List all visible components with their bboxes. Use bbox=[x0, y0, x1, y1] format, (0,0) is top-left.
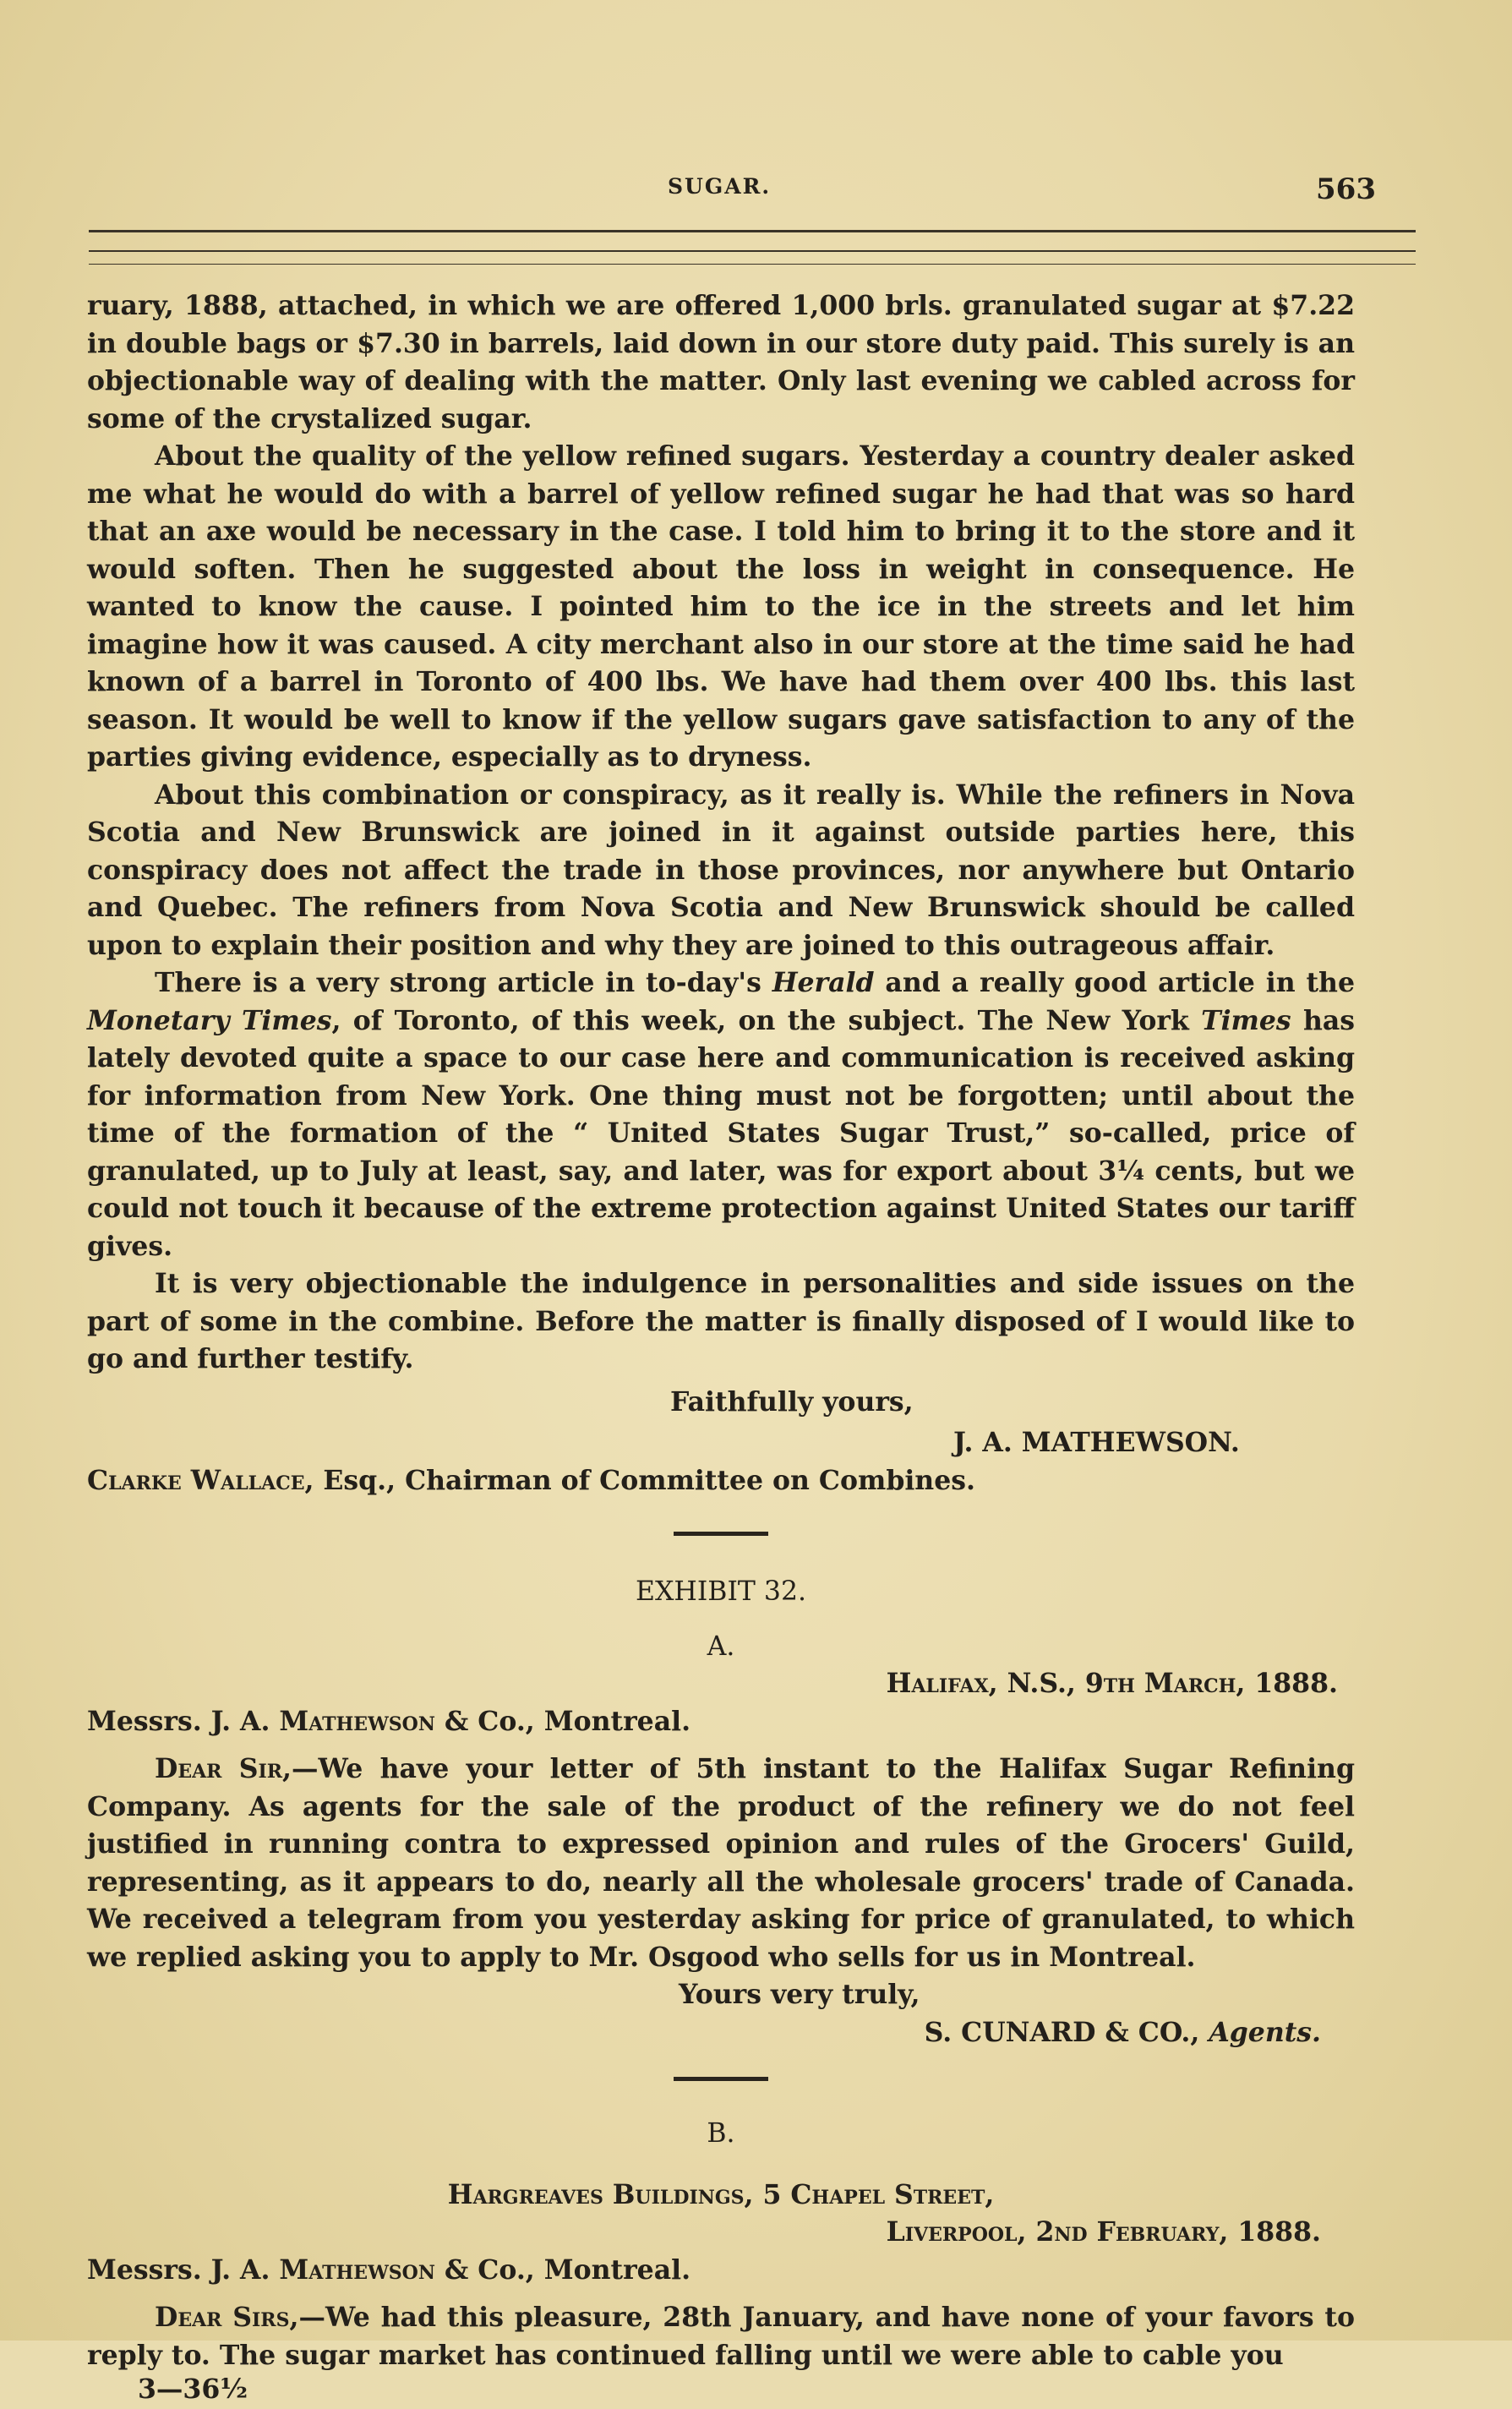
header-rule-top bbox=[89, 230, 1416, 232]
page-body bbox=[87, 287, 1355, 2409]
page-number: 563 bbox=[1316, 172, 1376, 206]
paragraph-1: ruary, 1888, attached, in which we are offered 1,000 brls. granulated sugar at $7.22 in double bags or $7.30 in barrels, laid down in our store duty paid. This surely is an objectionable way of dealing with the matter. Only last evening we cabled across for some of the crystalized sugar. bbox=[87, 290, 1355, 434]
exhibit-b-salute: Dear Sirs, bbox=[155, 2302, 299, 2333]
signature-mark: 3—36½ bbox=[138, 2373, 248, 2405]
paragraph-3: About this combination or conspiracy, as it really is. While the refiners in Nova Scotia and New Brunswick are joined in it against outside parties here, this conspiracy does not affect the trade in those provinces, nor anywhere but Ontario and Quebec. The refiners from Nova Scotia and New Brunswick should be called upon to explain their position and why they are joined to this outrageous affair. bbox=[87, 778, 1355, 961]
header-rule-bottom bbox=[89, 264, 1416, 265]
paragraph-5: It is very objectionable the indulgence in personalities and side issues on the part of some in the combine. Before the matter is finally disposed of I would like to go and further testify. bbox=[87, 1268, 1355, 1374]
exhibit-a-signer: S. CUNARD & CO., Agents. bbox=[924, 2016, 1321, 2048]
paragraph-2: About the quality of the yellow refined sugars. Yesterday a country dealer asked me what he would do with a barrel of yellow refined sugar he had that was so hard that an axe would be necessary in the case. I told him to bring it to the store and it would soften. Then he suggested about the loss in weight in consequence. He wanted to know the cause. I pointed him to the ice in the streets and let him imagine how it was caused. A city merchant also in our store at the time said he had known of a barrel in Toronto of 400 lbs. We have had them over 400 lbs. this last season. It would be well to know if the yellow sugars gave satisfaction to any of the parties giving evidence, especially as to dryness. bbox=[87, 440, 1355, 773]
exhibit-b-body bbox=[87, 2299, 1355, 2374]
p4-text-d: has lately devoted quite a space to our case here and communication is received asking for information from New York. One thing must not be forgotten; until about the time of the formation of the “ United States Sugar Trust,” so-called, price of granulated, up to July at least, say, and later, was for export about 3¼ cents, but we could not touch it because of the extreme protection against United States our tariff gives. bbox=[87, 1004, 1356, 1262]
running-header-title: SUGAR. bbox=[668, 174, 772, 199]
closing-addressee bbox=[87, 1462, 1355, 1500]
times-title: Times bbox=[1201, 1004, 1291, 1036]
exhibit-b-address-2: Liverpool, 2nd February, 1888. bbox=[886, 2216, 1321, 2248]
exhibit-b-address-1: Hargreaves Buildings, 5 Chapel Street, bbox=[447, 2178, 995, 2210]
p4-text-c: , of Toronto, of this week, on the subject. The New York bbox=[331, 1004, 1202, 1036]
addressee-name: Clarke Wallace bbox=[87, 1464, 305, 1496]
exhibit-b-letter: B. bbox=[707, 2118, 735, 2149]
exhibit-b-text: —We had this pleasure, 28th January, and have none of your favors to reply to. The sugar market has continued falling until we were able to cable you bbox=[87, 2302, 1355, 2371]
monetary-times-title: Monetary Times bbox=[87, 1004, 332, 1036]
exhibit-a-recipient: Messrs. J. A. Mathewson & Co., Montreal. bbox=[87, 1705, 691, 1737]
closing-salutation: Faithfully yours, bbox=[670, 1385, 914, 1418]
p4-text-a: There is a very strong article in to-day's bbox=[155, 967, 772, 998]
paragraph-4 bbox=[87, 964, 1355, 1265]
herald-title: Herald bbox=[772, 967, 875, 998]
header-rule-middle bbox=[89, 250, 1416, 252]
addressee-rest: , Esq., Chairman of Committee on Combines. bbox=[304, 1464, 975, 1496]
exhibit-a-salute: Dear Sir, bbox=[155, 1753, 292, 1784]
closing-signer: J. A. MATHEWSON. bbox=[953, 1427, 1240, 1458]
exhibit-a-text: —We have your letter of 5th instant to the Halifax Sugar Refining Company. As agents for the sale of the product of the refinery we do not feel justified in running contra to expressed opinion and rules of the Grocers' Guild, representing, as it appears to do, nearly all the wholesale grocers' trade of Canada. We received a telegram from you yesterday asking for price of granulated, to which we replied asking you to apply to Mr. Osgood who sells for us in Montreal. bbox=[87, 1753, 1355, 1973]
exhibit-a-letter: A. bbox=[707, 1631, 735, 1662]
exhibit-a-body bbox=[87, 1751, 1355, 1976]
p4-text-b: and a really good article in the bbox=[874, 967, 1355, 998]
exhibit-b-recipient: Messrs. J. A. Mathewson & Co., Montreal. bbox=[87, 2253, 691, 2286]
exhibit-a-place-date: Halifax, N.S., 9th March, 1888. bbox=[886, 1668, 1338, 1699]
exhibit-title: EXHIBIT 32. bbox=[635, 1576, 807, 1607]
exhibit-a-closing: Yours very truly, bbox=[679, 1979, 920, 2010]
